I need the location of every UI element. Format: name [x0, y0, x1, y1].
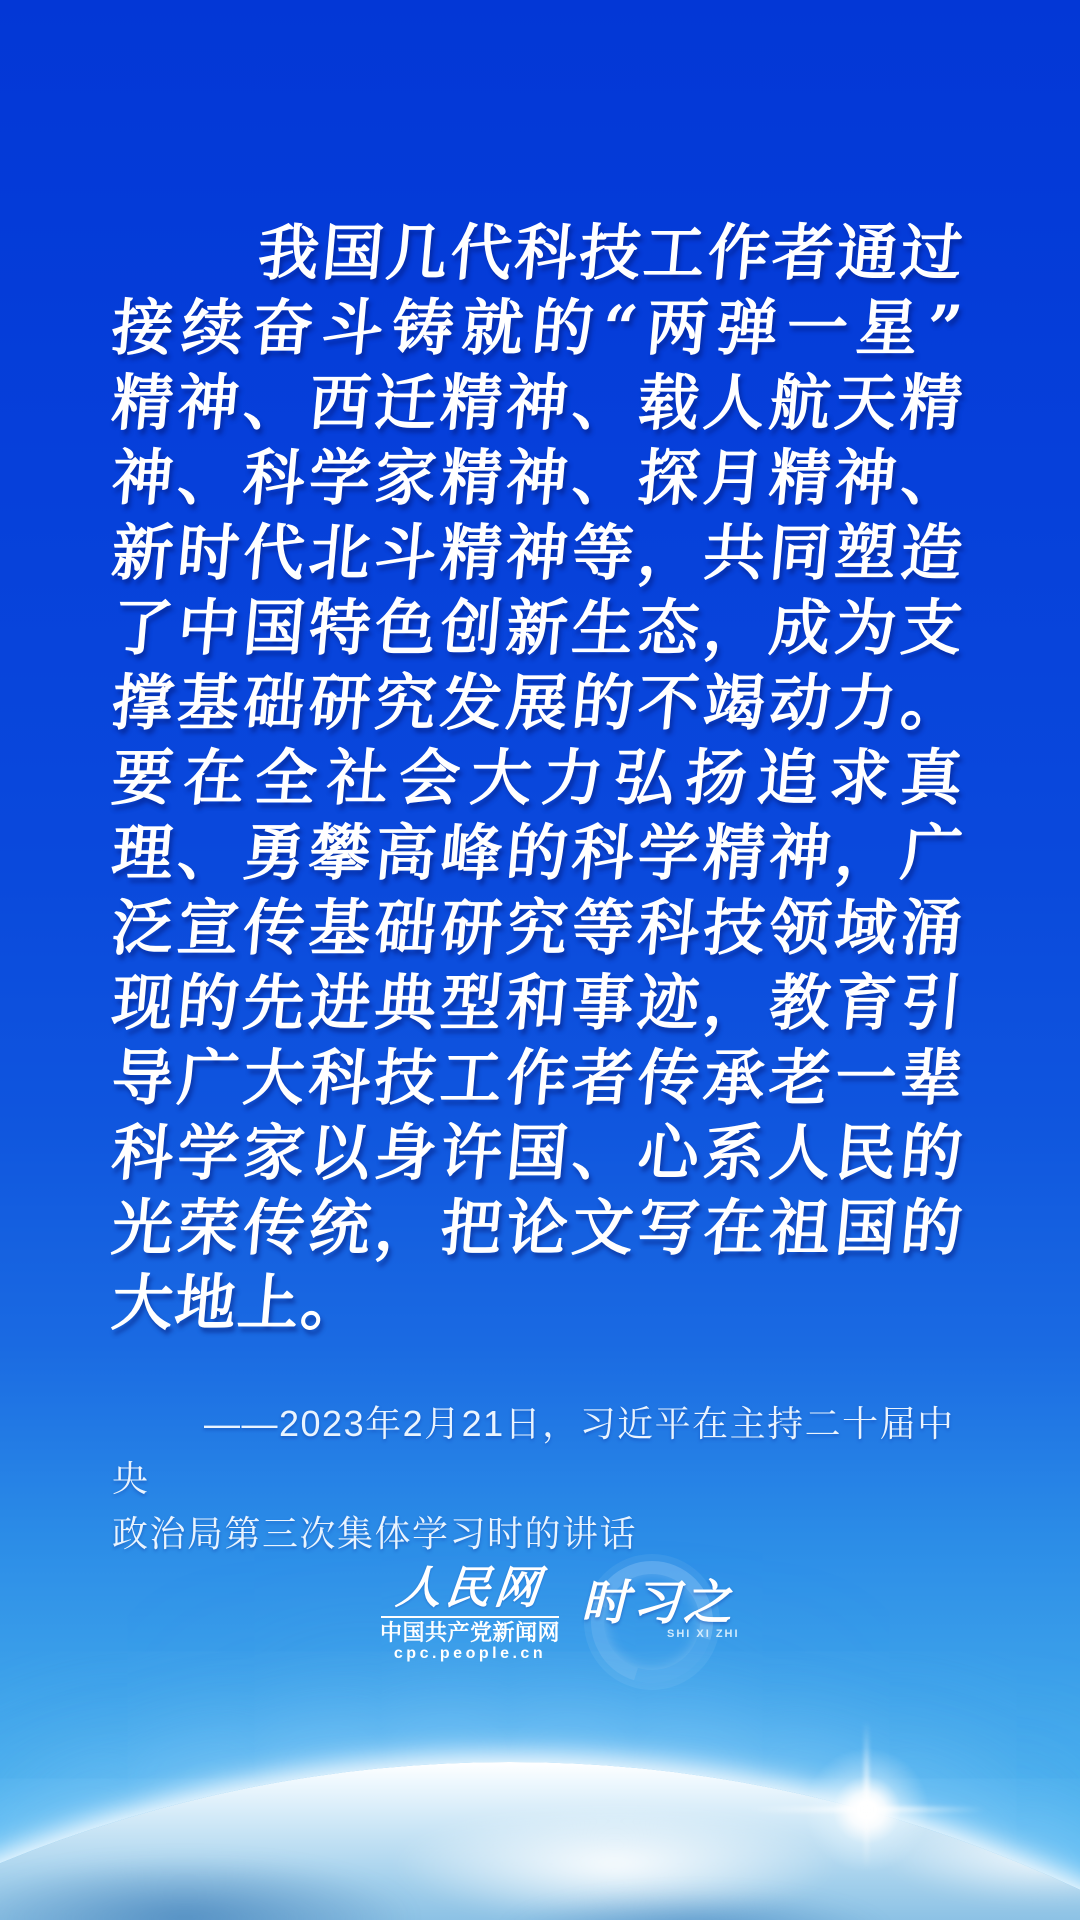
attribution-block: [112, 1396, 974, 1561]
shixizhi-romanized-label: SHI XI ZHI: [667, 1628, 740, 1640]
quote-line: 理、勇攀高峰的科学精神，广: [108, 818, 968, 889]
logo-divider: [381, 1616, 559, 1618]
cpc-news-site-label: 中国共产党新闻网: [379, 1620, 560, 1645]
attribution-line: 政治局第三次集体学习时的讲话: [112, 1513, 638, 1554]
sun-flare-icon: [805, 1748, 929, 1872]
quote-line: 泛宣传基础研究等科技领域涌: [108, 893, 968, 964]
shixizhi-logo: [565, 1560, 755, 1690]
quote-line: 导广大科技工作者传承老一辈: [108, 1043, 968, 1114]
quote-line: 科学家以身许国、心系人民的: [108, 1118, 968, 1189]
quote-line: 接续奋斗铸就的“两弹一星”: [108, 293, 968, 364]
quote-line: 神、科学家精神、探月精神、: [108, 443, 968, 514]
quote-line: 现的先进典型和事迹，教育引: [108, 968, 968, 1039]
quote-line: 要在全社会大力弘扬追求真: [108, 743, 968, 814]
people-daily-script-wordmark: 人民网: [393, 1561, 547, 1614]
quote-line: 精神、西迁精神、载人航天精: [108, 368, 968, 439]
shixizhi-wordmark: 时习之: [581, 1577, 735, 1630]
cpc-news-url-label: cpc.people.cn: [393, 1645, 547, 1662]
attribution-line: ——2023年2月21日，习近平在主持二十届中央: [112, 1403, 955, 1499]
quote-line: 新时代北斗精神等，共同塑造: [108, 518, 968, 589]
people-daily-online-logo: [370, 1563, 570, 1663]
quote-line: 我国几代科技工作者通过: [254, 218, 968, 289]
quote-block: [108, 216, 968, 1341]
quote-line: 大地上。: [108, 1268, 368, 1339]
quote-line: 了中国特色创新生态，成为支: [108, 593, 968, 664]
quote-line: 撑基础研究发展的不竭动力。: [108, 668, 968, 739]
quote-line: 光荣传统，把论文写在祖国的: [108, 1193, 968, 1264]
